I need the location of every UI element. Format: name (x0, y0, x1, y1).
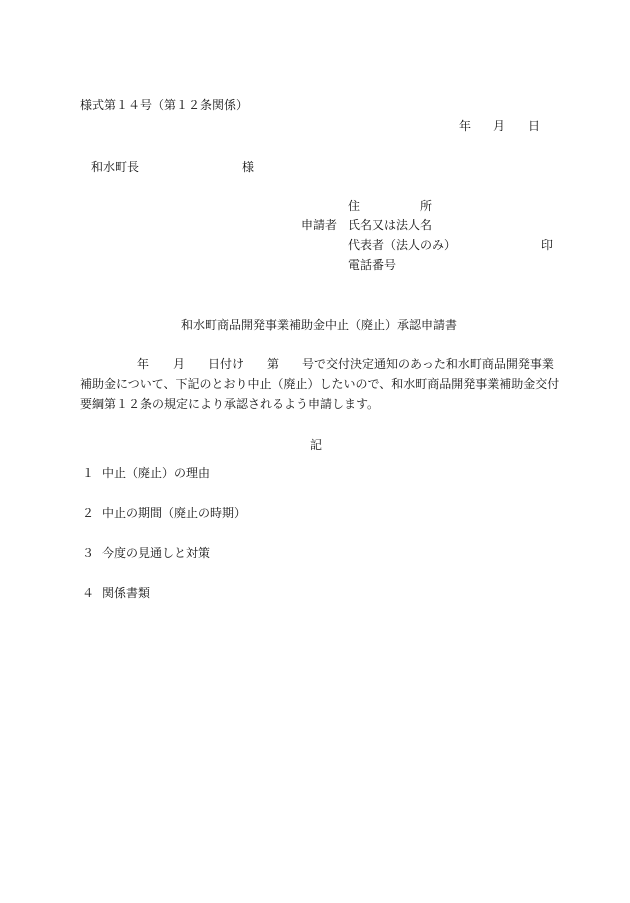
list-item (82, 584, 150, 601)
body-line-3: 要綱第１２条の規定により承認されるよう申請します。 (80, 397, 380, 411)
representative-label: 代表者（法人のみ） (348, 238, 457, 252)
date-day-label: 日 (528, 119, 541, 133)
address-label-end: 所 (420, 199, 433, 213)
item-number: ３ (82, 546, 95, 560)
item-text: 関係書類 (102, 586, 151, 600)
body-month: 月 (173, 357, 186, 371)
date-month-label: 月 (493, 119, 506, 133)
item-number: ２ (82, 506, 95, 520)
list-item (82, 504, 246, 521)
addressee: 和水町長 (91, 160, 140, 174)
applicant-label: 申請者 (301, 218, 338, 232)
item-text: 中止（廃止）の理由 (102, 466, 211, 480)
honorific: 様 (242, 160, 255, 174)
body-dated: 日付け (208, 357, 245, 371)
item-number: ４ (82, 586, 95, 600)
date-year-label: 年 (459, 119, 472, 133)
document-title: 和水町商品開発事業補助金中止（廃止）承認申請書 (181, 318, 458, 332)
body-line-2: 補助金について、下記のとおり中止（廃止）したいので、和水町商品開発事業補助金交付 (80, 377, 560, 391)
name-label: 氏名又は法人名 (348, 218, 433, 232)
body-year: 年 (137, 357, 150, 371)
body-line1-tail: 号で交付決定通知のあった和水町商品開発事業 (302, 357, 554, 371)
address-label-start: 住 (348, 199, 361, 213)
item-text: 今度の見通しと対策 (102, 546, 211, 560)
list-item (82, 544, 210, 561)
body-no-prefix: 第 (267, 357, 280, 371)
form-number: 様式第１４号（第１２条関係） (80, 98, 249, 112)
item-text: 中止の期間（廃止の時期） (102, 506, 247, 520)
item-number: １ (82, 466, 95, 480)
ki-heading: 記 (310, 438, 323, 452)
list-item (82, 464, 210, 481)
seal-mark: 印 (541, 238, 554, 252)
phone-label: 電話番号 (348, 258, 397, 272)
